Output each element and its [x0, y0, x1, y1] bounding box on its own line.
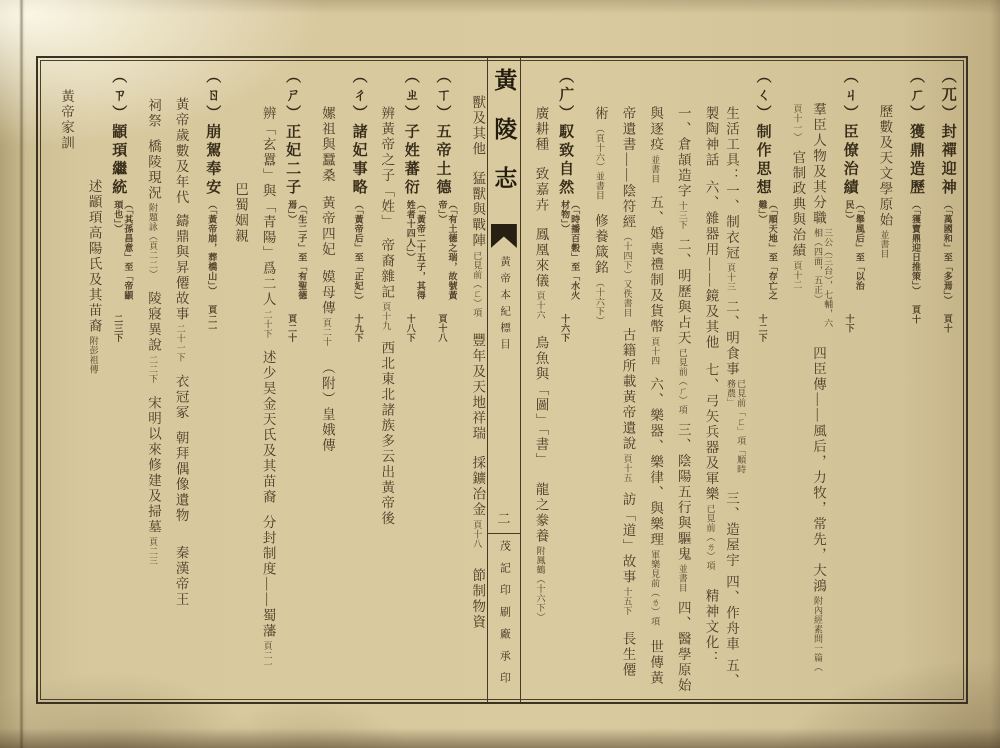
entry-text: 辨「玄囂」與「青陽」爲二人: [260, 106, 276, 308]
entry-note: （十六下）: [594, 277, 605, 325]
entry-note: 三公（三台），七輔，六相（四面，五正）: [812, 228, 834, 328]
section-quote: （「生二子」至「有聖德焉」）: [287, 199, 308, 300]
entry-text: 歷數及天文學原始: [877, 104, 893, 228]
entry-note: 已見前（ㄏ）項: [677, 348, 688, 415]
toc-section-column: [894, 68, 924, 694]
section-quote: （「順天地」至「存亡之難」）: [757, 199, 778, 300]
entry-text: 精神文化：: [703, 588, 719, 666]
entry-text: 黃帝四妃: [319, 195, 335, 258]
toc-section-column: [190, 68, 220, 694]
entry-note: 頁二三: [147, 537, 158, 566]
section-quote: （「舉風后」至「以治民」）: [844, 199, 865, 290]
toc-section-column: [277, 68, 307, 694]
section-quote: （「黃帝后」至「正妃」）: [353, 199, 364, 305]
toc-subitem-column: [222, 68, 248, 694]
entry-note: 附鳳鶴（十六下）: [535, 546, 546, 623]
entry-text: 黃帝家訓: [59, 89, 74, 151]
toc-subitem-column: [665, 68, 691, 694]
section-page-ref: 頁十: [911, 305, 922, 324]
page-border-frame: [36, 56, 968, 704]
entry-text: 四、作舟車: [724, 574, 740, 652]
printer-imprint: 茂記印刷廠承印: [498, 540, 511, 694]
section-title: （ㄖ）崩駕奉安: [204, 68, 221, 198]
entry-text: 黃帝歲數及年代: [173, 97, 189, 206]
section-page-ref: 十八下: [405, 313, 416, 342]
entry-note: 並書目: [650, 154, 661, 183]
entry-text: 術: [592, 106, 608, 122]
chapter-label: 黃帝本紀標目: [499, 256, 511, 355]
entry-text: 帝遺書——陰符經: [620, 106, 636, 230]
entry-text: 鳳凰來儀: [533, 227, 549, 289]
toc-subitem-column: [582, 68, 608, 694]
section-quote: （「時播百穀」至「水火材物」）: [560, 199, 581, 300]
entry-text: 節制物資: [470, 568, 486, 630]
entry-note: 頁十八: [472, 519, 483, 548]
section-page-ref: 二三下: [113, 313, 124, 342]
entry-text: 二、明歷與占天: [675, 237, 691, 346]
entry-text: 橋陵現況: [145, 139, 161, 201]
toc-subitem-column: [807, 68, 833, 694]
toc-subitem-column: [523, 68, 549, 694]
section-page-ref: 十九下: [353, 313, 364, 342]
entry-text: 古籍所載黃帝遺說: [620, 327, 636, 452]
entry-text: 陵寢異說: [145, 291, 161, 353]
section-title: （ㄒ）五帝土德: [434, 68, 451, 198]
toc-section-column: [748, 68, 778, 694]
section-quote: （「黃帝崩，葬橋山」）: [207, 199, 218, 295]
entry-text: 猛獸與戰陣: [470, 171, 486, 249]
binding-crease: [19, 0, 25, 748]
entry-text: 三、陰陽五行與驅鬼: [675, 422, 691, 562]
entry-text: 西北東北諸族多云出黃帝後: [379, 340, 395, 527]
entry-text: 生活工具：一、制衣冠: [724, 106, 740, 261]
entry-text: 龍之豢養: [533, 482, 549, 545]
toc-subitem-column: [459, 68, 485, 694]
entry-text: 羣臣人物及其分職: [810, 102, 826, 226]
toc-subitem-column: [250, 68, 276, 694]
entry-note: 頁十九: [381, 302, 392, 331]
toc-subitem-column: [309, 68, 335, 694]
toc-subitem-column: [720, 68, 746, 694]
entry-note: 附內經素問一篇（: [812, 596, 823, 672]
section-title: （ㄓ）子姓蕃衍: [402, 68, 419, 198]
section-quote: （「其孫昌意」至「帝顓頊也」）: [113, 199, 134, 300]
toc-section-column: [103, 68, 133, 694]
entry-note: 十三下: [677, 201, 688, 230]
section-page-ref: 十二下: [757, 313, 768, 342]
entry-note: 頁十三: [726, 263, 737, 292]
entry-note: 十五下: [622, 587, 633, 616]
entry-text: 六、雜器用——鏡及其他: [703, 180, 719, 351]
section-title: （ㄫ）封禪迎神: [939, 68, 956, 198]
section-page-ref: 頁二十: [287, 313, 298, 342]
entry-note: 頁十四: [650, 336, 661, 365]
entry-text: 嫫母傳: [319, 269, 335, 316]
entry-note: 二十一下: [175, 324, 186, 362]
toc-section-column: [337, 68, 367, 694]
entry-text: 世傳黃: [648, 639, 664, 686]
entry-text: 四、醫學原始: [675, 600, 691, 694]
section-page-ref: 十六下: [560, 313, 571, 342]
entry-text: 述少昊金天氏及其苗裔: [260, 350, 276, 505]
toc-section-column: [926, 68, 956, 694]
entry-note: 已見前「ㄈ」項「順時務農」: [726, 379, 747, 474]
entry-text: 朝拜偶像遺物: [173, 430, 189, 524]
fold-strip-divider: [488, 533, 520, 534]
entry-note: 二二下: [147, 355, 158, 384]
entry-text: 訪「道」故事: [620, 492, 636, 585]
section-title: （ㄑ）制作思想: [754, 68, 771, 198]
entry-text: 巴蜀姻親: [232, 182, 248, 244]
entry-note: 頁二十: [321, 318, 332, 347]
section-quote: （「萬國和」至「多焉」）: [942, 199, 953, 305]
toc-subitem-column: [779, 68, 805, 694]
entry-text: 採鑛冶金: [470, 455, 486, 518]
book-title: 黃陵志: [491, 68, 517, 215]
entry-note: 並書目: [879, 230, 890, 259]
section-title: （ㄔ）諸妃事略: [350, 68, 367, 198]
entry-text: 嫘祖與蠶桑: [319, 106, 335, 184]
entry-text: 二、明食事: [724, 299, 740, 377]
section-title: （ㄗ）顓頊繼統: [110, 68, 127, 198]
entry-text: 廣耕種: [533, 106, 549, 153]
entry-text: 豐年及天地祥瑞: [470, 333, 486, 442]
toc-subitem-column: [609, 68, 635, 694]
toc-subitem-column: [637, 68, 663, 694]
section-title: （ㄬ）馭致自然: [557, 68, 574, 198]
entry-text: 與逐疫: [648, 106, 664, 153]
entry-text: 長生僊: [620, 631, 636, 678]
entry-text: 製陶神話: [703, 106, 719, 168]
toc-section-column: [550, 68, 580, 694]
entry-note: （頁十六）並書目: [594, 123, 605, 200]
entry-text: 秦漢帝王: [173, 545, 189, 608]
fishtail-ornament-icon: [491, 224, 517, 248]
entry-note: 已見前（ㄈ）項: [472, 250, 483, 317]
entry-text: 三、造屋宇: [724, 491, 740, 569]
toc-subitem-column: [692, 68, 718, 694]
entry-note: 二十下: [262, 309, 273, 338]
entry-text: 鳥魚與「圖」「書」: [533, 335, 549, 469]
toc-subitem-column: [76, 68, 102, 694]
entry-text: 五、婚喪禮制及貨幣: [648, 195, 664, 335]
entry-note: 已見前（ㄌ）項: [705, 504, 716, 571]
entry-text: 祠祭: [145, 98, 161, 129]
toc-section-column: [428, 68, 458, 694]
entry-text: 獸及其他: [470, 95, 486, 157]
section-quote: （「黃帝二十五子，其得姓者十四人」）: [405, 199, 426, 300]
entry-note: 頁十六: [535, 291, 546, 320]
toc-subitem-column: [135, 68, 161, 694]
toc-subitem-column: [48, 68, 74, 694]
entry-text: 鑄鼎與昇僊故事: [173, 213, 189, 322]
entry-text: 帝裔雜記: [379, 238, 395, 300]
section-title: （ㄕ）正妃二子: [284, 68, 301, 198]
entry-text: 辨黃帝之子「姓」: [379, 106, 395, 230]
section-page-ref: 頁十: [942, 313, 953, 333]
entry-note: 頁十二: [792, 260, 803, 289]
entry-text: 衣冠冢: [173, 374, 189, 421]
section-page-ref: 十下: [844, 313, 855, 333]
entry-note: （十四下）又佚書目: [622, 232, 633, 318]
entry-text: 一、倉頡造字: [675, 106, 691, 199]
toc-subitem-column: [866, 68, 892, 694]
section-title: （ㄏ）獲鼎造歷: [908, 68, 925, 198]
toc-subitem-column: [368, 68, 394, 694]
entry-note: 附彭祖傳: [88, 336, 99, 374]
entry-text: 六、樂器、樂律、與樂理: [648, 377, 664, 548]
entry-note: 頁十五: [622, 453, 633, 482]
entry-note: 軍樂見前（ㄌ）項: [650, 549, 661, 626]
content-columns: [48, 68, 956, 694]
section-quote: （「獲寶鼎迎日推策」）: [911, 199, 922, 295]
section-page-ref: 頁二一: [207, 305, 218, 334]
entry-text: （附）皇娥傳: [319, 360, 335, 454]
entry-note: 頁十一）: [792, 104, 803, 142]
section-title: （ㄐ）臣僚治績: [841, 68, 858, 198]
entry-text: 七、弓矢兵器及軍樂: [703, 362, 719, 502]
folio-number: 二: [497, 511, 511, 526]
entry-text: 述顓頊高陽氏及其苗裔: [86, 179, 102, 334]
entry-note: 附題詠（頁二二）: [147, 203, 158, 279]
entry-text: 宋明以來修建及掃墓: [145, 395, 161, 535]
entry-text: 官制政典與治績: [790, 150, 806, 259]
section-page-ref: 頁十八: [437, 313, 448, 342]
fold-strip: [487, 58, 521, 702]
section-quote: （「有土德之瑞，故號黃帝」）: [437, 199, 458, 300]
entry-text: 修養箴銘: [592, 213, 608, 276]
entry-note: 頁二一: [262, 641, 273, 670]
entry-text: 四臣傳——風后，力牧，常先，大鴻: [810, 346, 826, 594]
toc-section-column: [396, 68, 426, 694]
entry-note: 並書目: [677, 564, 688, 593]
entry-text: 五、: [724, 658, 740, 689]
toc-section-column: [835, 68, 865, 694]
entry-text: 分封制度——蜀藩: [260, 515, 276, 639]
entry-text: 致嘉卉: [533, 166, 549, 213]
toc-subitem-column: [163, 68, 189, 694]
